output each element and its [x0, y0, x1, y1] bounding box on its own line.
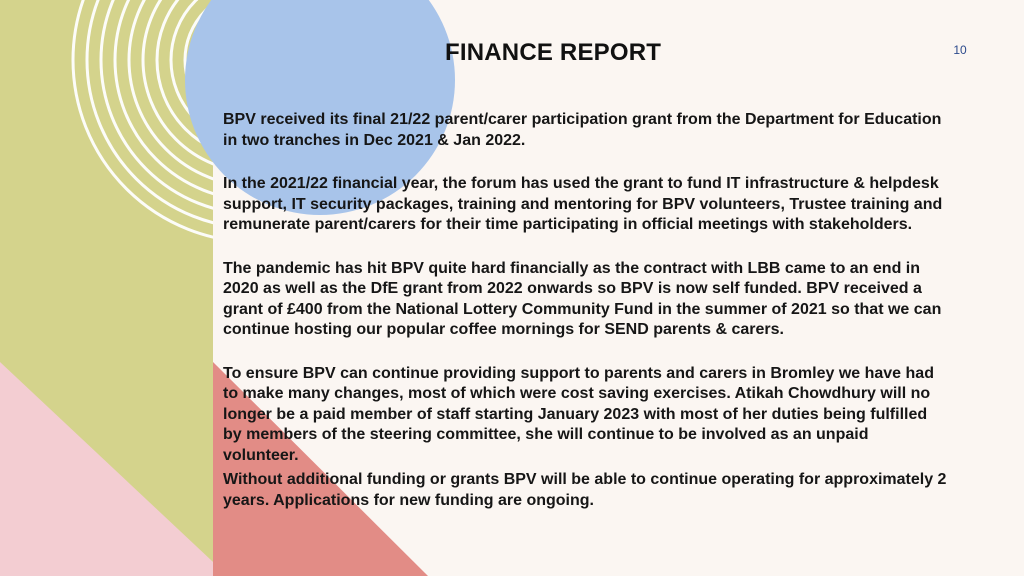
- paragraph-pandemic: The pandemic has hit BPV quite hard financially as the contract with LBB came to an end in 2020 as well as the DfE grant from 2022 onwards so BPV is now self funded. BPV received a grant of £400 from the National Lottery Community Fund in the summer of 2021 so that we can continue hosting our popular coffee mornings for SEND parents & carers.: [223, 259, 942, 338]
- paragraph-spending: In the 2021/22 financial year, the forum has used the grant to fund IT infrastructure & helpdesk support, IT security packages, training and mentoring for BPV volunteers, Trustee training and remunerate parent/carers for their time participating in official meetings with stakeholders.: [223, 175, 943, 233]
- body-text: [223, 110, 948, 511]
- paragraph-changes: To ensure BPV can continue providing support to parents and carers in Bromley we have had to make many changes, most of which were cost saving exercises. Atikah Chowdhury will no longer be a paid member of staff starting January 2023 with most of her duties being fulfilled by members of the steering committee, she will continue to be involved as an unpaid volunteer.: [223, 364, 934, 464]
- slide-title: FINANCE REPORT: [445, 39, 662, 66]
- page-number: 10: [953, 43, 967, 57]
- paragraph-outlook: Without additional funding or grants BPV will be able to continue operating for approximately 2 years. Applications for new funding are ongoing.: [223, 471, 947, 509]
- paragraph-grant: BPV received its final 21/22 parent/carer participation grant from the Department for Education in two tranches in Dec 2021 & Jan 2022.: [223, 111, 942, 149]
